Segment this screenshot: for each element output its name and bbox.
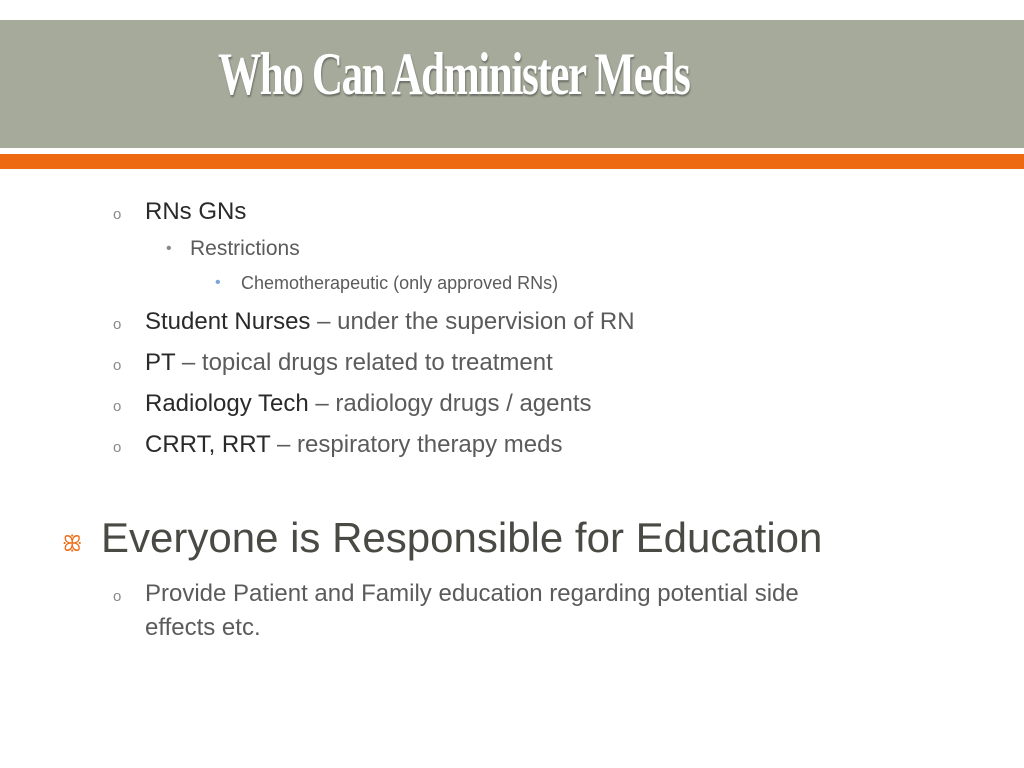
accent-bar [0, 154, 1024, 169]
list-item [145, 308, 635, 336]
education-text-line-1: Provide Patient and Family education regarding potential side [145, 580, 799, 607]
dot-bullet-icon: • [166, 240, 172, 257]
item-term: CRRT, RRT [145, 431, 271, 458]
list-item [145, 431, 562, 459]
sub-list-item: Restrictions [190, 237, 300, 260]
circle-bullet-icon: o [113, 316, 122, 333]
item-description: – topical drugs related to treatment [175, 349, 553, 376]
list-item [145, 198, 246, 226]
dot-bullet-icon: • [215, 274, 221, 291]
circle-bullet-icon: o [113, 588, 122, 605]
circle-bullet-icon: o [113, 398, 122, 415]
education-text-line-2: effects etc. [145, 614, 261, 641]
item-description: – radiology drugs / agents [308, 390, 592, 417]
item-description: – under the supervision of RN [310, 308, 635, 335]
item-term: PT [145, 349, 176, 376]
list-item [145, 390, 592, 418]
circle-bullet-icon: o [113, 206, 122, 223]
main-point-heading: Everyone is Responsible for Education [101, 514, 823, 561]
item-term: RNs GNs [145, 198, 247, 225]
sub-sub-list-item: Chemotherapeutic (only approved RNs) [241, 273, 559, 293]
item-term: Student Nurses [145, 308, 311, 335]
list-item [145, 349, 553, 377]
slide-title: Who Can Administer Meds [218, 41, 690, 107]
scroll-bullet-icon: ꕥ [62, 532, 83, 557]
item-description: – respiratory therapy meds [270, 431, 563, 458]
circle-bullet-icon: o [113, 357, 122, 374]
item-term: Radiology Tech [145, 390, 309, 417]
circle-bullet-icon: o [113, 439, 122, 456]
